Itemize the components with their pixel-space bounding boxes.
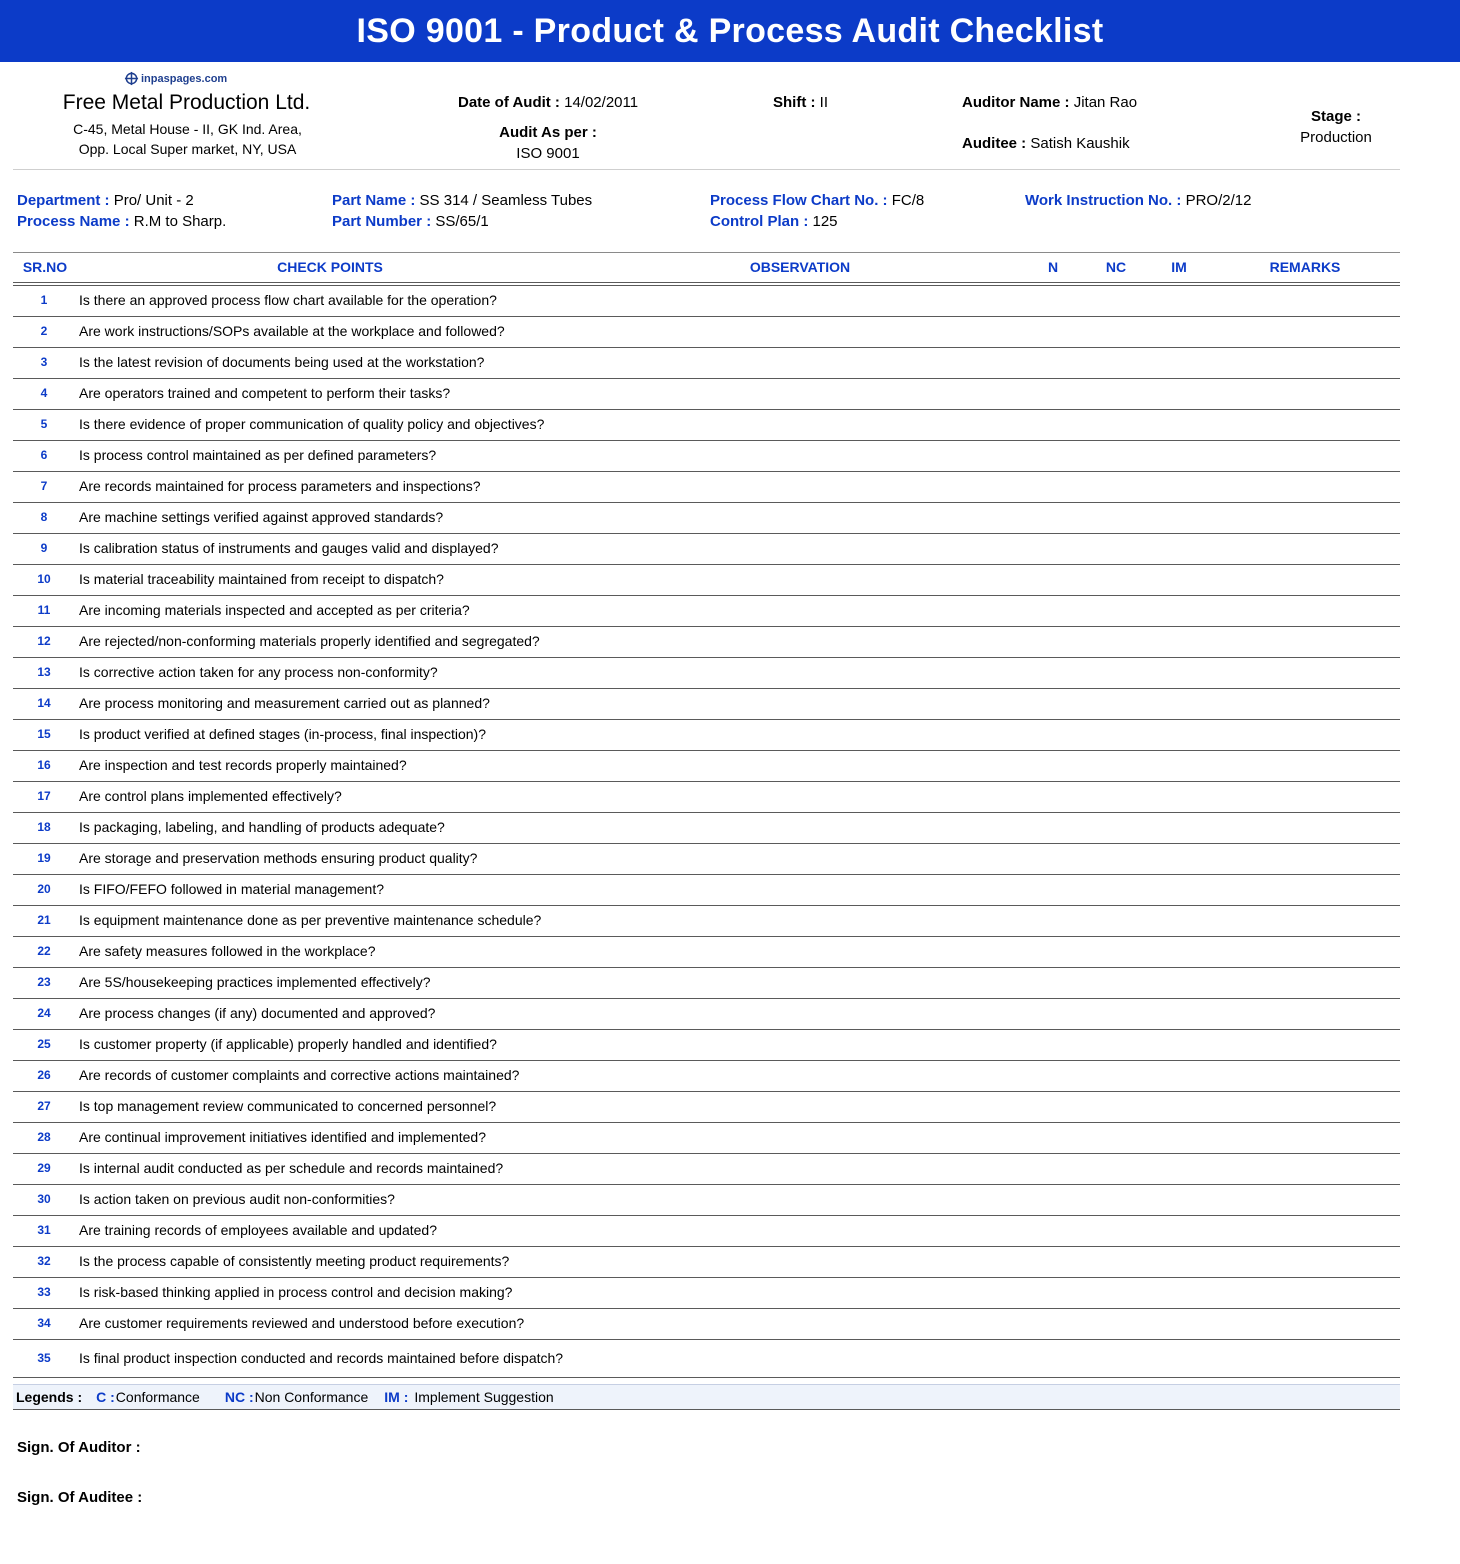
row-number: 3 [40,355,48,369]
row-check-point: Are customer requirements reviewed and understood before execution? [79,1315,525,1331]
auditor-label: Auditor Name : [962,94,1070,111]
work-instruction [1025,192,1251,209]
audit-as-per-label: Audit As per : [499,124,597,141]
row-check-point: Is equipment maintenance done as per preventive maintenance schedule? [79,912,542,928]
table-row [13,906,1400,937]
row-check-point: Are records maintained for process parameters and inspections? [79,478,481,494]
flow-chart-value: FC/8 [891,192,925,209]
table-row [13,503,1400,534]
part-name-label: Part Name : [332,192,416,209]
logo-text: inpaspages.com [141,72,228,85]
legend-c-key: C : [96,1389,115,1405]
row-check-point: Are records of customer complaints and corrective actions maintained? [79,1067,520,1083]
page-title: ISO 9001 - Product & Process Audit Checklist [0,0,1460,62]
row-number: 35 [37,1351,51,1365]
stage-label: Stage : [1310,108,1361,125]
row-check-point: Is final product inspection conducted and records maintained before dispatch? [79,1350,564,1366]
row-check-point: Are rejected/non-conforming materials properly identified and segregated? [79,633,540,649]
row-number: 14 [37,696,51,710]
row-number: 6 [40,448,48,462]
shift-value: II [819,94,829,111]
row-number: 32 [37,1254,51,1268]
row-number: 23 [37,975,51,989]
row-check-point: Is top management review communicated to concerned personnel? [79,1098,497,1114]
table-row [13,658,1400,689]
shift-label: Shift : [773,94,816,111]
table-row [13,565,1400,596]
table-top-border [13,252,1400,253]
row-number: 26 [37,1068,51,1082]
row-check-point: Is product verified at defined stages (in-process, final inspection)? [79,726,486,742]
row-number: 33 [37,1285,51,1299]
table-row [13,813,1400,844]
row-check-point: Are operators trained and competent to perform their tasks? [79,385,451,401]
auditee-name [962,135,1130,152]
table-row [13,286,1400,317]
part-number [332,213,489,230]
row-check-point: Is risk-based thinking applied in process control and decision making? [79,1284,513,1300]
row-check-point: Is there evidence of proper communication of quality policy and objectives? [79,416,545,432]
row-check-point: Is process control maintained as per defined parameters? [79,447,437,463]
row-check-point: Are continual improvement initiatives identified and implemented? [79,1129,486,1145]
table-row [13,1340,1400,1378]
row-check-point: Are inspection and test records properly maintained? [79,757,407,773]
row-number: 12 [37,634,51,648]
legend-bar [13,1384,1400,1410]
row-check-point: Are 5S/housekeeping practices implemented effectively? [79,974,431,990]
audit-date-value: 14/02/2011 [564,94,639,111]
row-number: 2 [40,324,48,338]
table-row [13,441,1400,472]
part-name-value: SS 314 / Seamless Tubes [419,192,593,209]
table-row [13,968,1400,999]
row-check-point: Are control plans implemented effectively? [79,788,342,804]
part-number-label: Part Number : [332,213,432,230]
control-plan-label: Control Plan : [710,213,809,230]
legend-im-value: Implement Suggestion [414,1389,554,1405]
legend-im-key: IM : [384,1389,409,1405]
header-divider [13,169,1400,170]
col-observation: OBSERVATION [749,259,851,275]
col-im: IM [1171,259,1187,275]
table-row [13,844,1400,875]
row-number: 8 [40,510,48,524]
work-instruction-label: Work Instruction No. : [1025,192,1182,209]
table-row [13,410,1400,441]
row-number: 19 [37,851,51,865]
col-n: N [1047,259,1059,275]
table-row [13,1154,1400,1185]
table-row [13,1123,1400,1154]
table-row [13,379,1400,410]
table-row [13,689,1400,720]
row-check-point: Is corrective action taken for any process non-conformity? [79,664,438,680]
auditee-signature: Sign. Of Auditee : [17,1489,143,1506]
row-number: 9 [40,541,48,555]
col-srno: SR.NO [22,259,68,275]
row-check-point: Is the process capable of consistently meeting product requirements? [79,1253,510,1269]
department-value: Pro/ Unit - 2 [113,192,194,209]
row-check-point: Is customer property (if applicable) properly handled and identified? [79,1036,497,1052]
row-check-point: Are training records of employees available and updated? [79,1222,438,1238]
legend-nc-key: NC : [224,1389,254,1405]
row-number: 11 [37,603,51,617]
row-number: 24 [37,1006,51,1020]
work-instruction-value: PRO/2/12 [1185,192,1252,209]
control-plan-value: 125 [812,213,838,230]
legend-nc-value: Non Conformance [254,1389,369,1405]
table-row [13,472,1400,503]
col-nc: NC [1105,259,1127,275]
part-name [332,192,592,209]
company-address-line2: Opp. Local Super market, NY, USA [78,141,297,157]
table-row [13,1185,1400,1216]
table-row [13,317,1400,348]
table-row [13,937,1400,968]
department [17,192,194,209]
row-number: 7 [40,479,48,493]
company-address-line1: C-45, Metal House - II, GK Ind. Area, [73,121,302,137]
row-check-point: Are safety measures followed in the workplace? [79,943,376,959]
row-number: 21 [37,913,51,927]
row-check-point: Are work instructions/SOPs available at the workplace and followed? [79,323,505,339]
table-row [13,720,1400,751]
legend-c-value: Conformance [115,1389,200,1405]
table-row [13,1216,1400,1247]
row-number: 18 [37,820,51,834]
col-check-points: CHECK POINTS [277,259,383,275]
row-check-point: Are process changes (if any) documented and approved? [79,1005,436,1021]
auditor-name [962,94,1137,111]
row-check-point: Is action taken on previous audit non-conformities? [79,1191,395,1207]
row-number: 10 [37,572,51,586]
table-row [13,1247,1400,1278]
stage-value: Production [1300,129,1372,146]
process-name [17,213,226,230]
logo-icon [124,71,139,86]
department-label: Department : [17,192,110,209]
table-row [13,1092,1400,1123]
row-check-point: Are storage and preservation methods ensuring product quality? [79,850,478,866]
audit-date [458,94,638,111]
table-row [13,1030,1400,1061]
row-number: 27 [37,1099,51,1113]
table-row [13,1061,1400,1092]
site-logo [124,71,227,86]
row-check-point: Is internal audit conducted as per schedule and records maintained? [79,1160,504,1176]
col-remarks: REMARKS [1269,259,1341,275]
row-check-point: Is the latest revision of documents being used at the workstation? [79,354,485,370]
row-number: 28 [37,1130,51,1144]
row-number: 20 [37,882,51,896]
row-number: 25 [37,1037,51,1051]
row-check-point: Are incoming materials inspected and accepted as per criteria? [79,602,470,618]
row-check-point: Is material traceability maintained from receipt to dispatch? [79,571,444,587]
company-name: Free Metal Production Ltd. [62,91,311,114]
row-number: 4 [40,386,48,400]
row-number: 17 [37,789,51,803]
audit-as-per-value: ISO 9001 [516,145,580,162]
row-number: 16 [37,758,51,772]
table-row [13,1309,1400,1340]
flow-chart-label: Process Flow Chart No. : [710,192,888,209]
row-number: 1 [40,293,48,307]
auditee-value: Satish Kaushik [1030,135,1130,152]
process-name-value: R.M to Sharp. [133,213,227,230]
table-row [13,596,1400,627]
auditee-label: Auditee : [962,135,1027,152]
row-number: 13 [37,665,51,679]
row-check-point: Are machine settings verified against approved standards? [79,509,444,525]
table-row [13,751,1400,782]
table-row [13,534,1400,565]
process-name-label: Process Name : [17,213,130,230]
audit-date-label: Date of Audit : [458,94,560,111]
row-check-point: Is calibration status of instruments and gauges valid and displayed? [79,540,499,556]
control-plan [710,213,838,230]
auditor-value: Jitan Rao [1073,94,1138,111]
legend-label: Legends : [16,1389,83,1405]
row-check-point: Are process monitoring and measurement carried out as planned? [79,695,490,711]
row-number: 31 [37,1223,51,1237]
row-check-point: Is FIFO/FEFO followed in material management? [79,881,384,897]
table-row [13,627,1400,658]
table-row [13,999,1400,1030]
part-number-value: SS/65/1 [435,213,489,230]
table-row [13,348,1400,379]
row-number: 30 [37,1192,51,1206]
row-check-point: Is there an approved process flow chart available for the operation? [79,292,497,308]
auditor-signature: Sign. Of Auditor : [17,1439,141,1456]
row-number: 5 [40,417,48,431]
table-row [13,1278,1400,1309]
table-row [13,782,1400,813]
shift [773,94,828,111]
table-row [13,875,1400,906]
row-number: 15 [37,727,51,741]
row-number: 34 [37,1316,51,1330]
row-number: 29 [37,1161,51,1175]
process-flow-chart [710,192,924,209]
row-number: 22 [37,944,51,958]
row-check-point: Is packaging, labeling, and handling of products adequate? [79,819,445,835]
